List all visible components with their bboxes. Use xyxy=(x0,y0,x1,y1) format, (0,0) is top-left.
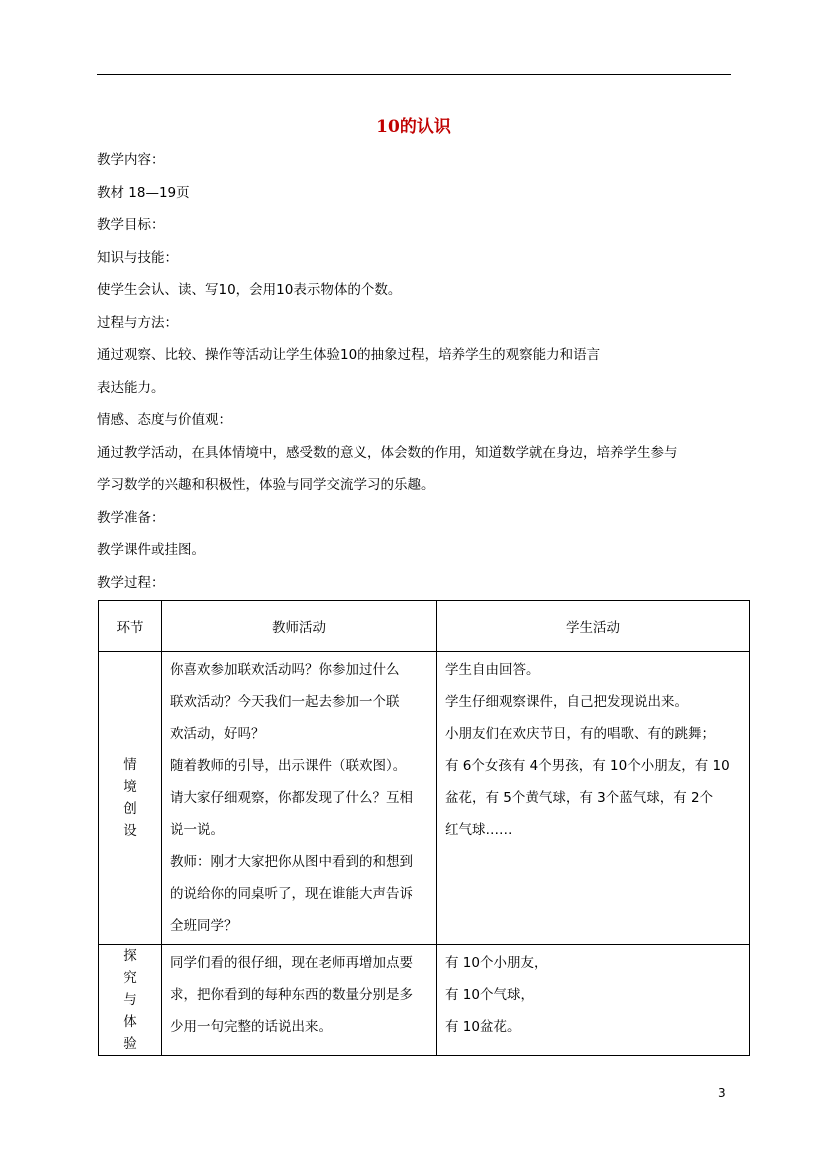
header-teacher: 教师活动 xyxy=(162,601,437,652)
page-number: 3 xyxy=(718,1086,726,1100)
process-method-text-2: 表达能力。 xyxy=(97,380,165,396)
student-line: 盆花，有 5个黄气球，有 3个蓝气球，有 2个 xyxy=(445,790,714,806)
prep-heading: 教学准备： xyxy=(97,510,165,526)
header-student: 学生活动 xyxy=(437,601,750,652)
stage-cell xyxy=(99,652,162,945)
knowledge-heading: 知识与技能： xyxy=(97,250,178,266)
prep-text: 教学课件或挂图。 xyxy=(97,542,205,558)
process-method-heading: 过程与方法： xyxy=(97,315,178,331)
student-cell xyxy=(437,945,750,1056)
student-line: 小朋友们在欢庆节日，有的唱歌、有的跳舞； xyxy=(445,726,715,742)
table-header-row xyxy=(99,601,750,652)
table-row xyxy=(99,945,750,1056)
teacher-line: 请大家仔细观察，你都发现了什么？互相 xyxy=(170,790,413,806)
emotion-heading: 情感、态度与价值观： xyxy=(97,412,232,428)
header-stage: 环节 xyxy=(99,601,162,652)
teacher-line: 欢活动，好吗？ xyxy=(170,726,265,742)
goals-heading: 教学目标： xyxy=(97,217,165,233)
teacher-line: 你喜欢参加联欢活动吗？你参加过什么 xyxy=(170,662,400,678)
content-heading: 教学内容： xyxy=(97,152,165,168)
teacher-line: 同学们看的很仔细，现在老师再增加点要 xyxy=(170,955,413,971)
student-cell xyxy=(437,652,750,945)
header-rule xyxy=(97,74,731,75)
teacher-cell xyxy=(162,945,437,1056)
teacher-line: 随着教师的引导，出示课件（联欢图）。 xyxy=(170,758,407,774)
student-line: 有 10个小朋友， xyxy=(445,955,548,971)
emotion-text-2: 学习数学的兴趣和积极性，体验与同学交流学习的乐趣。 xyxy=(97,477,435,493)
stage-cell xyxy=(99,945,162,1056)
table-row xyxy=(99,652,750,945)
stage-label: 探究与体验 xyxy=(123,948,137,1052)
student-line: 有 10个气球， xyxy=(445,987,534,1003)
procedure-table xyxy=(98,600,750,1056)
student-line: 红气球…… xyxy=(445,822,513,838)
student-line: 学生仔细观察课件，自己把发现说出来。 xyxy=(445,694,688,710)
teacher-line: 全班同学？ xyxy=(170,918,238,934)
teacher-line: 教师：刚才大家把你从图中看到的和想到 xyxy=(170,854,413,870)
content-text: 教材 18—19页 xyxy=(97,185,190,201)
teacher-line: 联欢活动？今天我们一起去参加一个联 xyxy=(170,694,400,710)
process-method-text-1: 通过观察、比较、操作等活动让学生体验10的抽象过程，培养学生的观察能力和语言 xyxy=(97,347,601,363)
page-title: 10的认识 xyxy=(376,117,451,137)
teacher-line: 少用一句完整的话说出来。 xyxy=(170,1019,332,1035)
student-line: 学生自由回答。 xyxy=(445,662,540,678)
student-line: 有 10盆花。 xyxy=(445,1019,521,1035)
teacher-cell xyxy=(162,652,437,945)
procedure-heading: 教学过程： xyxy=(97,575,165,591)
knowledge-text: 使学生会认、读、写10，会用10表示物体的个数。 xyxy=(97,282,402,298)
teacher-line: 的说给你的同桌听了，现在谁能大声告诉 xyxy=(170,886,413,902)
teacher-line: 求，把你看到的每种东西的数量分别是多 xyxy=(170,987,413,1003)
student-line: 有 6个女孩有 4个男孩，有 10个小朋友，有 10 xyxy=(445,758,730,774)
teacher-line: 说一说。 xyxy=(170,822,224,838)
stage-label: 情境创设 xyxy=(123,757,137,839)
emotion-text-1: 通过教学活动，在具体情境中，感受数的意义，体会数的作用，知道数学就在身边，培养学生参与 xyxy=(97,445,678,461)
